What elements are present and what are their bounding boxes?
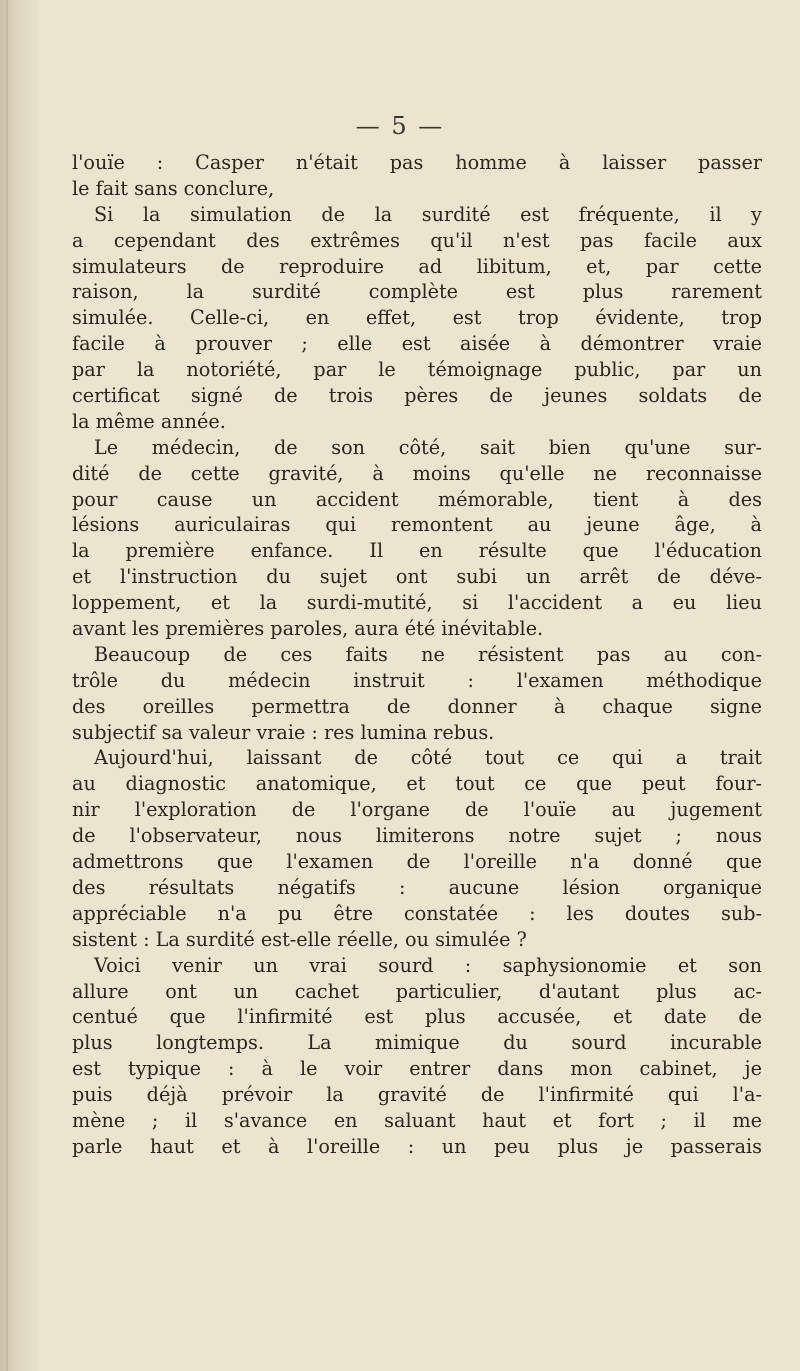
text-line: et l'instruction du sujet ont subi un arrêt de déve- (72, 565, 762, 589)
text-line: des oreilles permettra de donner à chaque signe (72, 694, 762, 718)
text-line: certificat signé de trois pères de jeunes soldats de (72, 384, 762, 408)
text-line: mène ; il s'avance en saluant haut et fort ; il me (72, 1108, 762, 1132)
text-line: Le médecin, de son côté, sait bien qu'une sur- (94, 435, 762, 459)
binding-fold (6, 0, 8, 1371)
text-line: au diagnostic anatomique, et tout ce que peut four- (72, 772, 762, 796)
text-line: des résultats négatifs : aucune lésion organique (72, 875, 762, 899)
text-line: sistent : La surdité est-elle réelle, ou simulée ? (72, 927, 527, 951)
text-line: admettrons que l'examen de l'oreille n'a donné que (72, 850, 762, 874)
page-number: — 5 — (355, 112, 445, 140)
text-line: plus longtemps. La mimique du sourd incurable (72, 1031, 762, 1055)
text-line: avant les premières paroles, aura été inévitable. (72, 617, 544, 641)
text-line: simulée. Celle-ci, en effet, est trop évidente, trop (72, 306, 762, 330)
text-line: le fait sans conclure, (72, 176, 275, 200)
text-line: raison, la surdité complète est plus rarement (72, 280, 762, 304)
text-line: l'ouïe : Casper n'était pas homme à laisser passer (72, 151, 762, 174)
text-line: puis déjà prévoir la gravité de l'infirmité qui l'a- (72, 1083, 762, 1107)
text-line: subjectif sa valeur vraie : res lumina rebus. (72, 720, 495, 744)
page-body (72, 150, 762, 1160)
text-line: lésions auriculairas qui remontent au jeune âge, à (72, 513, 762, 537)
text-line: Voici venir un vrai sourd : saphysionomie et son (94, 953, 762, 977)
text-line: nir l'exploration de l'organe de l'ouïe au jugement (72, 798, 762, 822)
text-line: Si la simulation de la surdité est fréquente, il y (94, 202, 762, 226)
text-line: de l'observateur, nous limiterons notre sujet ; nous (72, 824, 762, 848)
text-line: la même année. (72, 409, 226, 433)
text-line: trôle du médecin instruit : l'examen méthodique (72, 668, 762, 692)
text-line: dité de cette gravité, à moins qu'elle ne reconnaisse (72, 461, 762, 485)
text-line: centué que l'infirmité est plus accusée, et date de (72, 1005, 762, 1029)
text-line: allure ont un cachet particulier, d'autant plus ac- (72, 979, 762, 1003)
text-line: loppement, et la surdi-mutité, si l'accident a eu lieu (72, 591, 762, 615)
text-line: a cependant des extrêmes qu'il n'est pas facile aux (72, 228, 762, 252)
text-line: simulateurs de reproduire ad libitum, et, par cette (72, 254, 762, 278)
text-line: facile à prouver ; elle est aisée à démontrer vraie (72, 332, 762, 356)
text-line: la première enfance. Il en résulte que l'éducation (72, 539, 762, 563)
text-line: par la notoriété, par le témoignage public, par un (72, 358, 762, 382)
text-line: Aujourd'hui, laissant de côté tout ce qui a trait (94, 746, 762, 770)
text-line: parle haut et à l'oreille : un peu plus je passerais (72, 1134, 762, 1158)
text-line: Beaucoup de ces faits ne résistent pas au con- (94, 642, 762, 666)
text-line: pour cause un accident mémorable, tient à des (72, 487, 762, 511)
text-line: appréciable n'a pu être constatée : les doutes sub- (72, 901, 762, 925)
text-line: est typique : à le voir entrer dans mon cabinet, je (72, 1057, 762, 1081)
